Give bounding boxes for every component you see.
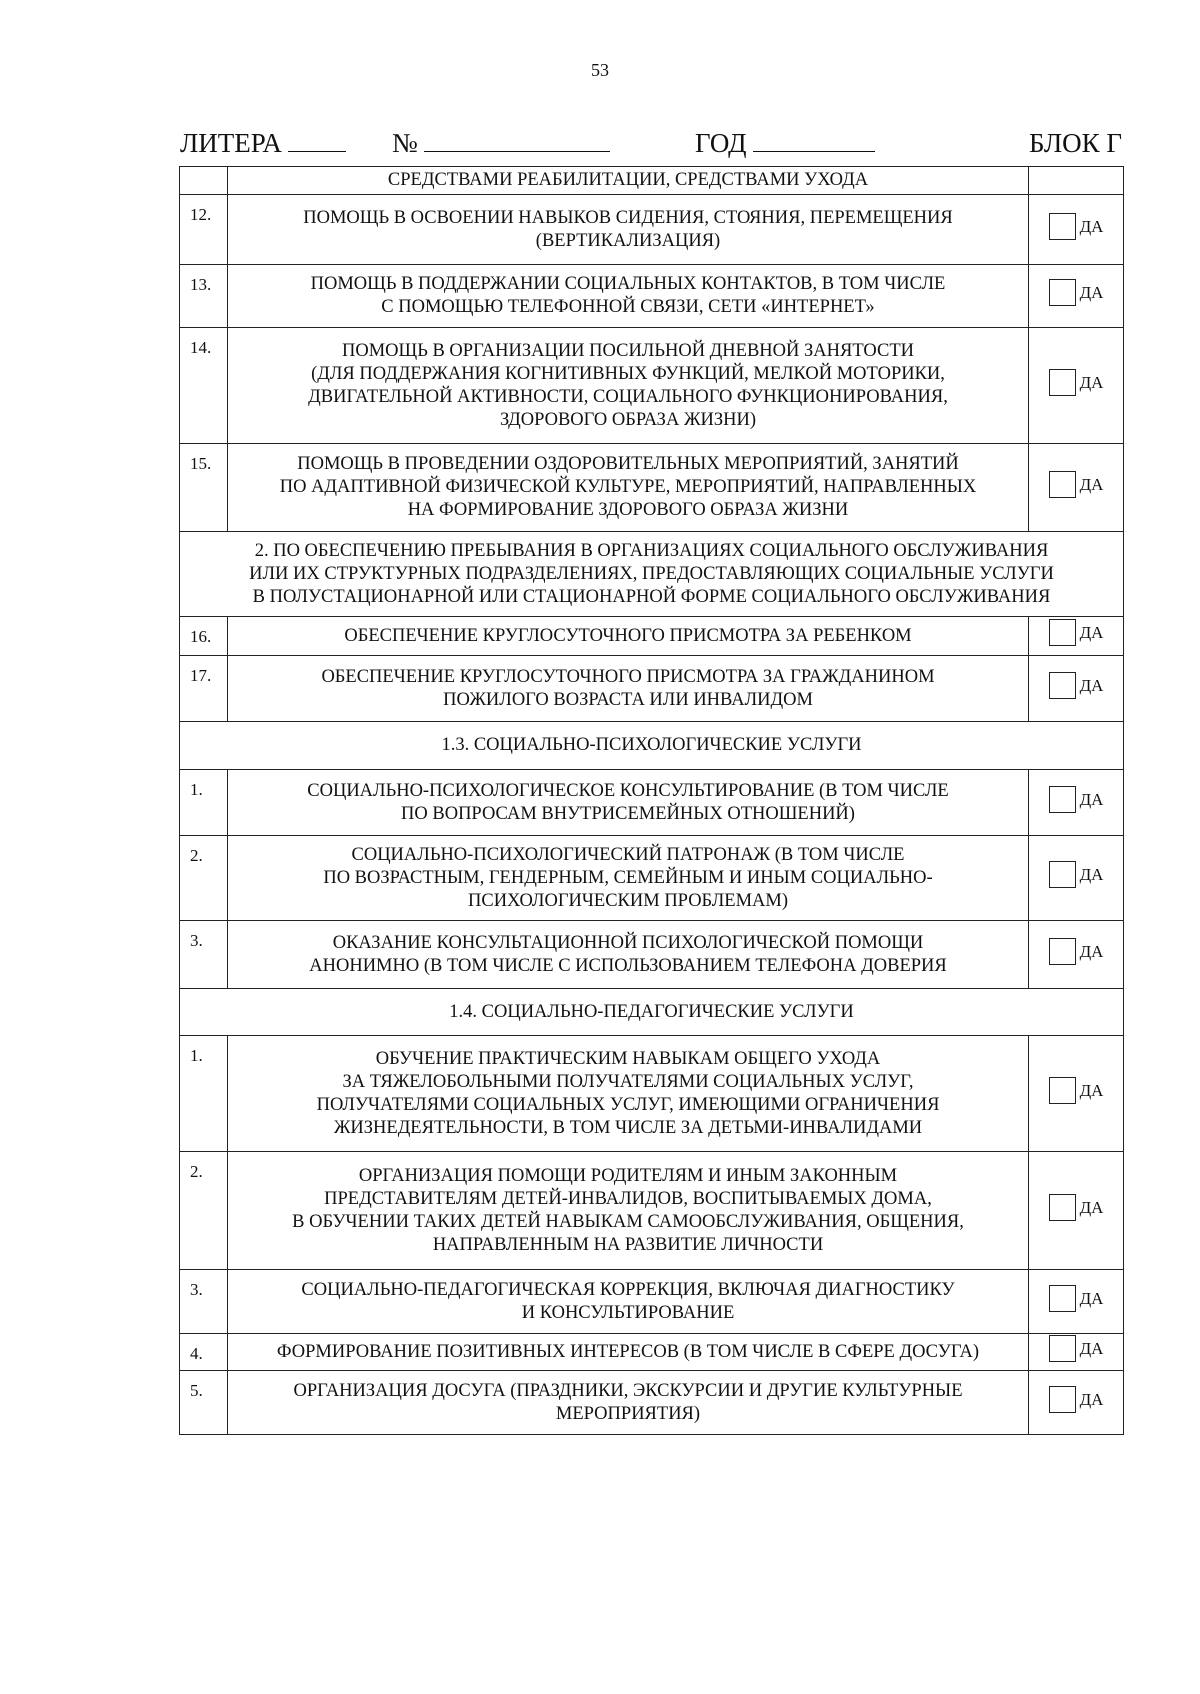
row-number: 16. — [180, 617, 228, 656]
service-description-line: ПОМОЩЬ В ОСВОЕНИИ НАВЫКОВ СИДЕНИЯ, СТОЯНИЯ, ПЕРЕМЕЩЕНИЯ — [303, 207, 953, 228]
section-1-4-header — [180, 989, 1124, 1036]
service-description-line: (ВЕРТИКАЛИЗАЦИЯ) — [535, 230, 721, 251]
litera-field — [180, 128, 346, 159]
yes-checkbox-group[interactable] — [1049, 672, 1104, 699]
yes-label: ДА — [1079, 789, 1104, 809]
service-description-line: ПРЕДСТАВИТЕЛЯМ ДЕТЕЙ-ИНВАЛИДОВ, ВОСПИТЫВАЕМЫХ ДОМА, — [324, 1188, 932, 1209]
yes-checkbox[interactable] — [1049, 861, 1076, 888]
yes-checkbox-group[interactable] — [1049, 938, 1104, 965]
row-check-cell — [1029, 167, 1124, 195]
section-2-header — [180, 532, 1124, 617]
yes-checkbox[interactable] — [1049, 672, 1076, 699]
number-field — [392, 128, 610, 159]
yes-label: ДА — [1079, 1389, 1104, 1409]
number-blank[interactable] — [424, 131, 610, 152]
service-description-line: ПОЛУЧАТЕЛЯМИ СОЦИАЛЬНЫХ УСЛУГ, ИМЕЮЩИМИ ОГРАНИЧЕНИЯ — [316, 1094, 940, 1115]
service-row — [180, 1152, 1124, 1270]
yes-label: ДА — [1079, 1288, 1104, 1308]
yes-checkbox-cell — [1029, 1270, 1124, 1334]
service-description-line: МЕРОПРИЯТИЯ) — [555, 1403, 701, 1424]
service-description-line: ОБЕСПЕЧЕНИЕ КРУГЛОСУТОЧНОГО ПРИСМОТРА ЗА РЕБЕНКОМ — [344, 625, 912, 646]
litera-label: ЛИТЕРА — [180, 128, 282, 158]
service-description-line: ЗДОРОВОГО ОБРАЗА ЖИЗНИ) — [499, 409, 757, 430]
service-description-line: ПО ВОЗРАСТНЫМ, ГЕНДЕРНЫМ, СЕМЕЙНЫМ И ИНЫМ СОЦИАЛЬНО- — [323, 867, 933, 888]
top-continuation-row — [180, 167, 1124, 195]
service-description-line: ПОЖИЛОГО ВОЗРАСТА ИЛИ ИНВАЛИДОМ — [443, 689, 813, 710]
service-description-line: ПСИХОЛОГИЧЕСКИМ ПРОБЛЕМАМ) — [468, 890, 788, 911]
row-text-line: СРЕДСТВАМИ РЕАБИЛИТАЦИИ, СРЕДСТВАМИ УХОДА — [387, 170, 869, 190]
yes-checkbox[interactable] — [1049, 1335, 1076, 1362]
yes-checkbox-group[interactable] — [1049, 861, 1104, 888]
yes-checkbox-group[interactable] — [1049, 1386, 1104, 1413]
yes-checkbox[interactable] — [1049, 1077, 1076, 1104]
yes-label: ДА — [1079, 1339, 1104, 1358]
yes-checkbox-cell — [1029, 921, 1124, 989]
block-label: БЛОК Г — [1028, 128, 1122, 158]
service-description-line: ПОМОЩЬ В ОРГАНИЗАЦИИ ПОСИЛЬНОЙ ДНЕВНОЙ ЗАНЯТОСТИ — [342, 340, 914, 361]
service-description-line: ОРГАНИЗАЦИЯ ДОСУГА (ПРАЗДНИКИ, ЭКСКУРСИИ И ДРУГИЕ КУЛЬТУРНЫЕ — [293, 1380, 963, 1401]
service-description-line: ЖИЗНЕДЕЯТЕЛЬНОСТИ, В ТОМ ЧИСЛЕ ЗА ДЕТЬМИ-ИНВАЛИДАМИ — [333, 1117, 923, 1138]
section-title: 1.3. СОЦИАЛЬНО-ПСИХОЛОГИЧЕСКИЕ УСЛУГИ — [441, 735, 862, 755]
section-2-header-cell — [180, 532, 1124, 617]
service-row — [180, 195, 1124, 265]
service-description — [228, 1371, 1029, 1435]
service-description-line: С ПОМОЩЬЮ ТЕЛЕФОННОЙ СВЯЗИ, СЕТИ «ИНТЕРНЕТ» — [381, 297, 875, 317]
service-description-line: И КОНСУЛЬТИРОВАНИЕ — [521, 1302, 735, 1323]
services-table — [179, 166, 1124, 1435]
service-description-line: ЗА ТЯЖЕЛОБОЛЬНЫМИ ПОЛУЧАТЕЛЯМИ СОЦИАЛЬНЫХ УСЛУГ, — [342, 1071, 914, 1092]
yes-checkbox[interactable] — [1049, 1285, 1076, 1312]
yes-checkbox-group[interactable] — [1049, 1285, 1104, 1312]
service-description-line: АНОНИМНО (В ТОМ ЧИСЛЕ С ИСПОЛЬЗОВАНИЕМ ТЕЛЕФОНА ДОВЕРИЯ — [309, 955, 947, 976]
yes-checkbox-group[interactable] — [1049, 1194, 1104, 1221]
row-text-cell — [228, 167, 1029, 195]
row-number: 2. — [180, 1152, 228, 1270]
section-1-3-header-cell — [180, 722, 1124, 770]
yes-checkbox-cell — [1029, 617, 1124, 656]
yes-checkbox[interactable] — [1049, 471, 1076, 498]
section-title-line: ИЛИ ИХ СТРУКТУРНЫХ ПОДРАЗДЕЛЕНИЯХ, ПРЕДОСТАВЛЯЮЩИХ СОЦИАЛЬНЫЕ УСЛУГИ — [249, 563, 1054, 584]
yes-checkbox-cell — [1029, 1152, 1124, 1270]
form-header — [180, 128, 1122, 162]
yes-checkbox-group[interactable] — [1049, 279, 1104, 306]
row-number-cell — [180, 167, 228, 195]
yes-label: ДА — [1079, 941, 1104, 961]
service-description-line: СОЦИАЛЬНО-ПСИХОЛОГИЧЕСКИЙ ПАТРОНАЖ (В ТОМ ЧИСЛЕ — [351, 844, 905, 865]
section-title-line: В ПОЛУСТАЦИОНАРНОЙ ИЛИ СТАЦИОНАРНОЙ ФОРМЕ СОЦИАЛЬНОГО ОБСЛУЖИВАНИЯ — [252, 586, 1051, 607]
yes-checkbox-group[interactable] — [1049, 1335, 1104, 1362]
year-blank[interactable] — [753, 131, 875, 152]
service-description — [228, 1152, 1029, 1270]
service-description-line: ПО АДАПТИВНОЙ ФИЗИЧЕСКОЙ КУЛЬТУРЕ, МЕРОПРИЯТИЙ, НАПРАВЛЕННЫХ — [279, 477, 977, 497]
service-description — [228, 444, 1029, 532]
yes-checkbox-cell — [1029, 1371, 1124, 1435]
service-description-line: ПО ВОПРОСАМ ВНУТРИСЕМЕЙНЫХ ОТНОШЕНИЙ) — [401, 803, 855, 824]
section-1-4-header-cell — [180, 989, 1124, 1036]
yes-checkbox[interactable] — [1049, 369, 1076, 396]
service-description — [228, 265, 1029, 328]
service-row — [180, 921, 1124, 989]
service-row — [180, 617, 1124, 656]
row-number: 12. — [180, 195, 228, 265]
service-description-line: НА ФОРМИРОВАНИЕ ЗДОРОВОГО ОБРАЗА ЖИЗНИ — [407, 500, 849, 520]
service-description — [228, 617, 1029, 656]
row-number: 3. — [180, 921, 228, 989]
yes-checkbox-group[interactable] — [1049, 471, 1104, 498]
row-number: 3. — [180, 1270, 228, 1334]
yes-checkbox[interactable] — [1049, 938, 1076, 965]
yes-checkbox-group[interactable] — [1049, 619, 1104, 646]
yes-checkbox-cell — [1029, 265, 1124, 328]
service-description-line: СОЦИАЛЬНО-ПЕДАГОГИЧЕСКАЯ КОРРЕКЦИЯ, ВКЛЮЧАЯ ДИАГНОСТИКУ — [301, 1279, 955, 1300]
yes-checkbox-cell — [1029, 770, 1124, 836]
row-number: 15. — [180, 444, 228, 532]
service-description — [228, 328, 1029, 444]
service-description-line: ПОМОЩЬ В ПРОВЕДЕНИИ ОЗДОРОВИТЕЛЬНЫХ МЕРОПРИЯТИЙ, ЗАНЯТИЙ — [297, 454, 959, 474]
row-number: 13. — [180, 265, 228, 328]
yes-label: ДА — [1079, 1080, 1104, 1100]
section-title: 1.4. СОЦИАЛЬНО-ПЕДАГОГИЧЕСКИЕ УСЛУГИ — [449, 1001, 854, 1022]
yes-checkbox-cell — [1029, 444, 1124, 532]
section-title-line: 2. ПО ОБЕСПЕЧЕНИЮ ПРЕБЫВАНИЯ В ОРГАНИЗАЦИЯХ СОЦИАЛЬНОГО ОБСЛУЖИВАНИЯ — [254, 540, 1049, 561]
service-description — [228, 770, 1029, 836]
service-description — [228, 1270, 1029, 1334]
number-label: № — [392, 128, 418, 158]
service-description-line: НАПРАВЛЕННЫМ НА РАЗВИТИЕ ЛИЧНОСТИ — [432, 1234, 824, 1255]
service-description-line: ОКАЗАНИЕ КОНСУЛЬТАЦИОННОЙ ПСИХОЛОГИЧЕСКОЙ ПОМОЩИ — [332, 932, 924, 953]
service-row — [180, 770, 1124, 836]
row-number: 14. — [180, 328, 228, 444]
row-number: 2. — [180, 836, 228, 921]
yes-label: ДА — [1079, 216, 1104, 236]
service-row — [180, 444, 1124, 532]
service-row — [180, 1334, 1124, 1371]
yes-label: ДА — [1079, 283, 1104, 302]
yes-checkbox[interactable] — [1049, 1386, 1076, 1413]
section-1-3-header — [180, 722, 1124, 770]
yes-checkbox-cell — [1029, 1334, 1124, 1371]
service-description — [228, 836, 1029, 921]
yes-checkbox-cell — [1029, 195, 1124, 265]
row-number: 1. — [180, 1036, 228, 1152]
row-number: 17. — [180, 656, 228, 722]
row-number: 1. — [180, 770, 228, 836]
service-description — [228, 656, 1029, 722]
yes-checkbox[interactable] — [1049, 619, 1076, 646]
yes-checkbox[interactable] — [1049, 213, 1076, 240]
yes-label: ДА — [1079, 675, 1104, 695]
yes-checkbox-group[interactable] — [1049, 369, 1104, 396]
service-row — [180, 265, 1124, 328]
yes-checkbox[interactable] — [1049, 786, 1076, 813]
yes-label: ДА — [1079, 623, 1104, 642]
yes-label: ДА — [1079, 1197, 1104, 1217]
service-row — [180, 1036, 1124, 1152]
yes-checkbox[interactable] — [1049, 279, 1076, 306]
service-description-line: (ДЛЯ ПОДДЕРЖАНИЯ КОГНИТИВНЫХ ФУНКЦИЙ, МЕЛКОЙ МОТОРИКИ, — [311, 363, 945, 384]
row-number: 5. — [180, 1371, 228, 1435]
yes-checkbox-group[interactable] — [1049, 1077, 1104, 1104]
yes-checkbox-group[interactable] — [1049, 786, 1104, 813]
service-description-line: ПОМОЩЬ В ПОДДЕРЖАНИИ СОЦИАЛЬНЫХ КОНТАКТОВ, В ТОМ ЧИСЛЕ — [310, 274, 946, 294]
service-description-line: ФОРМИРОВАНИЕ ПОЗИТИВНЫХ ИНТЕРЕСОВ (В ТОМ ЧИСЛЕ В СФЕРЕ ДОСУГА) — [276, 1341, 980, 1362]
year-label: ГОД — [695, 128, 747, 158]
service-description-line: ОБУЧЕНИЕ ПРАКТИЧЕСКИМ НАВЫКАМ ОБЩЕГО УХОДА — [375, 1048, 881, 1069]
service-row — [180, 1371, 1124, 1435]
year-field — [695, 128, 875, 159]
yes-checkbox-cell — [1029, 1036, 1124, 1152]
service-description — [228, 1334, 1029, 1371]
service-row — [180, 328, 1124, 444]
service-description-line: ОРГАНИЗАЦИЯ ПОМОЩИ РОДИТЕЛЯМ И ИНЫМ ЗАКОННЫМ — [358, 1165, 898, 1186]
yes-label: ДА — [1079, 865, 1104, 884]
service-row — [180, 836, 1124, 921]
yes-label: ДА — [1079, 372, 1104, 392]
yes-checkbox-cell — [1029, 328, 1124, 444]
service-description-line: В ОБУЧЕНИИ ТАКИХ ДЕТЕЙ НАВЫКАМ САМООБСЛУЖИВАНИЯ, ОБЩЕНИЯ, — [292, 1211, 964, 1232]
yes-checkbox-cell — [1029, 836, 1124, 921]
row-number: 4. — [180, 1334, 228, 1371]
yes-label: ДА — [1079, 474, 1104, 494]
yes-checkbox-cell — [1029, 656, 1124, 722]
yes-checkbox[interactable] — [1049, 1194, 1076, 1221]
service-row — [180, 656, 1124, 722]
service-description — [228, 195, 1029, 265]
service-description-line: ДВИГАТЕЛЬНОЙ АКТИВНОСТИ, СОЦИАЛЬНОГО ФУНКЦИОНИРОВАНИЯ, — [308, 386, 948, 407]
litera-blank[interactable] — [288, 131, 346, 152]
service-description — [228, 921, 1029, 989]
service-description — [228, 1036, 1029, 1152]
yes-checkbox-group[interactable] — [1049, 213, 1104, 240]
service-row — [180, 1270, 1124, 1334]
service-description-line: ОБЕСПЕЧЕНИЕ КРУГЛОСУТОЧНОГО ПРИСМОТРА ЗА ГРАЖДАНИНОМ — [321, 666, 935, 687]
service-description-line: СОЦИАЛЬНО-ПСИХОЛОГИЧЕСКОЕ КОНСУЛЬТИРОВАНИЕ (В ТОМ ЧИСЛЕ — [307, 780, 949, 801]
page-number: 53 — [591, 60, 609, 80]
